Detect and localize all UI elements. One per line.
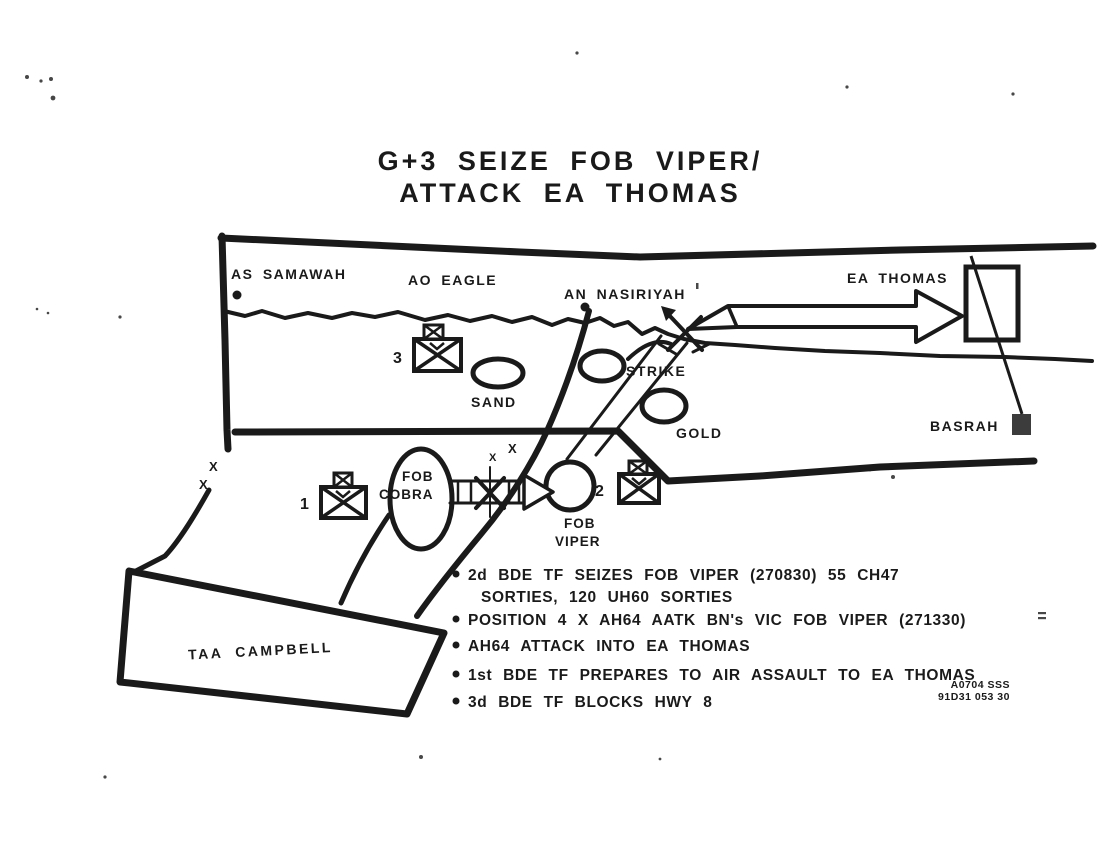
bullet-2-line-1: POSITION 4 X AH64 AATK BN's VIC FOB VIPER (271330) [468,612,966,629]
bullet-3-line-1: AH64 ATTACK INTO EA THOMAS [468,638,751,655]
label-taa-campbell: TAA CAMPBELL [187,638,334,663]
brigade-unit-symbol-3 [414,325,461,371]
label-obj-strike: STRIKE [626,363,687,379]
unit-number-3: 3 [393,350,402,367]
objective-strike-oval [580,351,624,381]
map-border-top [221,238,1093,257]
label-obj-gold: GOLD [676,425,723,441]
basrah-city-square [1012,414,1031,435]
svg-text:X: X [489,452,497,464]
city-dot-as-samawah [233,291,242,300]
svg-text:X: X [199,477,208,492]
label-ao-eagle: AO EAGLE [408,272,498,288]
fob-viper-circle [546,462,594,510]
objective-sand-oval [473,359,523,387]
page-title-line1: G+3 SEIZE FOB VIPER/ [377,146,763,176]
road-taa-cobra [341,515,389,603]
label-ea-thomas: EA THOMAS [847,270,948,286]
label-an-nasiriyah: AN NASIRIYAH [564,286,686,302]
boundary-lower-left [134,490,209,572]
ea-thomas-box [966,267,1018,340]
label-fob-cobra-1: FOB [402,469,434,484]
label-fob-viper-2: VIPER [555,534,601,549]
attack-arrow-ea-thomas [688,291,962,342]
boundary-echelon-marks [199,441,517,492]
bullet-1-line-1: 2d BDE TF SEIZES FOB VIPER (270830) 55 CH47 [468,567,900,584]
slide-code-line1: A0704 SSS [950,679,1010,691]
objective-gold-oval [642,390,686,422]
svg-text:X: X [209,459,218,474]
river-line [224,311,1092,361]
page-title-line2: ATTACK EA THOMAS [399,178,741,208]
bullet-1-line-2: SORTIES, 120 UH60 SORTIES [481,589,733,606]
city-dot-an-nasiriyah [581,303,590,312]
axis-line-to-basrah [971,256,1022,414]
svg-text:X: X [508,441,517,456]
label-fob-viper-1: FOB [564,516,596,531]
brigade-unit-symbol-1 [321,473,366,518]
unit-number-2: 2 [595,483,604,500]
bullet-5-line-1: 3d BDE TF BLOCKS HWY 8 [468,694,713,711]
page-title [378,146,763,208]
bullet-list [453,567,976,711]
map-border-left [222,236,228,449]
unit-number-1: 1 [300,496,309,513]
bullet-4-line-1: 1st BDE TF PREPARES TO AIR ASSAULT TO EA THOMAS [468,667,976,684]
label-as-samawah: AS SAMAWAH [231,266,347,282]
label-basrah: BASRAH [930,418,999,434]
label-fob-cobra-2: COBRA [379,487,434,502]
slide-code-line2: 91D31 053 30 [938,691,1010,703]
label-obj-sand: SAND [471,394,517,410]
